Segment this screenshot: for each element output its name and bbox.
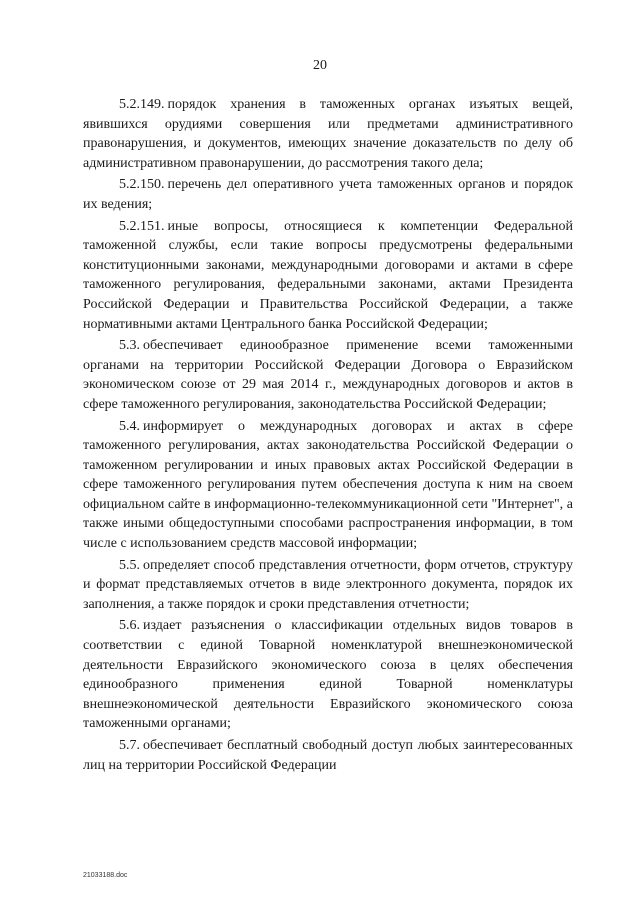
paragraph-text: определяет способ представления отчетности, форм отчетов, структуру и формат представляемых отчетов в виде электронного документа, порядок их заполнения, а также порядок и сроки представления отчетности; [83,557,573,612]
paragraph-number: 5.2.149. [119,97,165,112]
paragraph-number: 5.2.151. [119,218,165,234]
paragraph-text: иные вопросы, относящиеся к компетенции Федеральной таможенной службы, если такие вопросы предусмотрены федеральными конституционными законами, международными договорами и актами в сфере таможенного регулирования, федеральными законами, актами Президента Российской Федерации и Правительства Российской Федерации, а также нормативными актами Центрального банка Российской Федерации; [83,218,573,332]
paragraph-5-4 [83,417,573,554]
paragraph-5-7 [83,736,573,775]
paragraph-text: обеспечивает единообразное применение всеми таможенными органами на территории Российской Федерации Договора о Евразийском экономическом союзе от 29 мая 2014 г., международных договоров и актов в сфере таможенного регулирования, законодательства Российской Федерации; [83,338,573,412]
document-body [83,95,573,777]
paragraph-text: порядок хранения в таможенных органах изъятых вещей, явившихся орудиями совершения или предметами административного правонарушения, и документов, имеющих значение доказательств по делу об административном правонарушении, до рассмотрения такого дела; [83,97,573,171]
paragraph-number: 5.5. [119,557,140,573]
paragraph-number: 5.2.150. [119,177,165,193]
paragraph-5-5 [83,556,573,615]
paragraph-text: информирует о международных договорах и актах в сфере таможенного регулирования, актах законодательства Российской Федерации о таможенном регулировании и иных правовых актах Российской Федерации в сфере таможенного регулирования путем обеспечения доступа к ним на своем официальном сайте в информационно-телекоммуникационной сети "Интернет", а также иными общедоступными способами распространения информации, в том числе с использованием средств массовой информации; [83,418,573,552]
paragraph-5-3 [83,336,573,414]
paragraph-5-2-149 [83,95,573,173]
paragraph-5-2-151 [83,217,573,335]
paragraph-number: 5.3. [119,338,140,354]
paragraph-5-2-150 [83,175,573,214]
document-file-reference: 21033188.doc [83,872,128,879]
paragraph-text: обеспечивает бесплатный свободный доступ любых заинтересованных лиц на территории Российской Федерации [83,738,573,773]
paragraph-number: 5.7. [119,738,140,753]
paragraph-number: 5.4. [119,418,140,434]
paragraph-number: 5.6. [119,618,140,634]
paragraph-text: перечень дел оперативного учета таможенных органов и порядок их ведения; [83,177,573,212]
page-number: 20 [313,58,327,73]
paragraph-text: издает разъяснения о классификации отдельных видов товаров в соответствии с единой Товарной номенклатурой внешнеэкономической деятельности Евразийского экономического союза в целях обеспечения единообразного применения единой Товарной номенклатуры внешнеэкономической деятельности Евразийского экономического союза таможенными органами; [83,618,573,732]
paragraph-5-6 [83,616,573,734]
